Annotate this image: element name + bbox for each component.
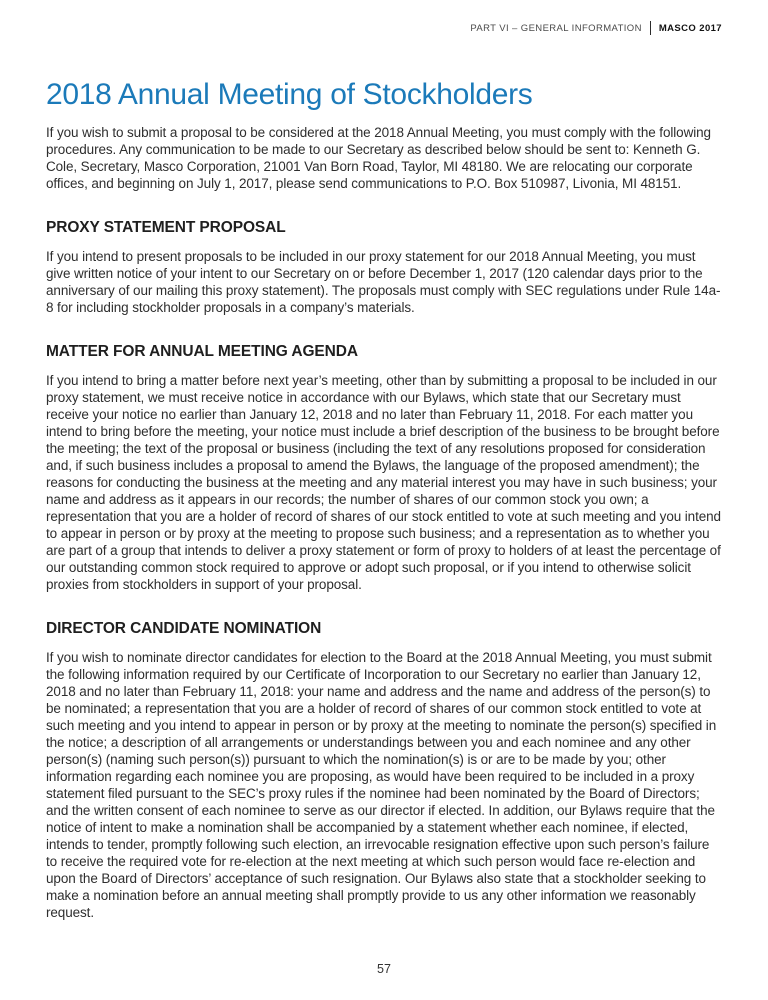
section-body-director-candidate-nomination: If you wish to nominate director candidates for election to the Board at the 2018 Annual Meeting, you must submit the following information required by our Certificate of Incorporation to our Secretary no earlier than January 12, 2018 and no later than February 11, 2018: your name and address and the name and address of the person(s) to be nominated; a representation that you are a holder of record of shares of our common stock entitled to vote at such meeting and you intend to appear in person or by proxy at the meeting to nominate the person(s) specified in the notice; a description of all arrangements or understandings between you and each nominee and any other person(s) (naming such person(s)) pursuant to which the nomination(s) is or are to be made by you; other information regarding each nominee you are proposing, as would have been required to be included in a proxy statement filed pursuant to the SEC’s proxy rules if the nominee had been nominated by the Board of Directors; and the written consent of each nominee to serve as our director if elected. In addition, our Bylaws require that the notice of intent to make a nomination shall be accompanied by a statement whether each nominee, if elected, intends to tender, promptly following such election, an irrevocable resignation effective upon such person’s failure to receive the required vote for re-election at the next meeting at which such person would face re-election and upon the Board of Directors’ acceptance of such resignation. Our Bylaws also state that a stockholder seeking to make a nomination before an annual meeting shall promptly provide to us any other information we reasonably request. [46, 650, 717, 920]
page-header [46, 20, 722, 36]
brand-label: MASCO 2017 [658, 22, 722, 34]
section-body-matter-for-annual-meeting-agenda: If you intend to bring a matter before next year’s meeting, other than by submitting a proposal to be included in our proxy statement, we must receive notice in accordance with our Bylaws, which state that our Secretary must receive your notice no earlier than January 12, 2018 and no later than February 11, 2018. For each matter you intend to bring before the meeting, your notice must include a brief description of the business to be brought before the meeting; the text of the proposal or business (including the text of any resolutions proposed for consideration and, if such business includes a proposal to amend the Bylaws, the language of the proposed amendment); the reasons for conducting the business at the meeting and any material interest you may have in such business; your name and address as it appears in our records; the number of shares of our common stock you own; a representation that you are a holder of record of shares of our stock entitled to vote at such meeting and you intend to appear in person or by proxy at the meeting to propose such business; and a representation as to whether you are part of a group that intends to deliver a proxy statement or form of proxy to holders of at least the percentage of our outstanding common stock required to approve or adopt such proposal, or if you intend to otherwise solicit proxies from stockholders in support of your proposal. [46, 373, 721, 592]
section-heading-matter-for-annual-meeting-agenda: MATTER FOR ANNUAL MEETING AGENDA [46, 343, 358, 360]
section-heading-director-candidate-nomination: DIRECTOR CANDIDATE NOMINATION [46, 620, 322, 637]
section-heading-proxy-statement-proposal: PROXY STATEMENT PROPOSAL [46, 219, 286, 236]
intro-paragraph: If you wish to submit a proposal to be considered at the 2018 Annual Meeting, you must comply with the following procedures. Any communication to be made to our Secretary as described below should be sent to: Kenneth G. Cole, Secretary, Masco Corporation, 21001 Van Born Road, Taylor, MI 48180. We are relocating our corporate offices, and beginning on July 1, 2017, please send communications to P.O. Box 510987, Livonia, MI 48151. [46, 125, 711, 191]
part-label: PART VI – GENERAL INFORMATION [470, 22, 642, 34]
header-divider [650, 21, 651, 35]
page-title: 2018 Annual Meeting of Stockholders [46, 78, 533, 111]
section-body-proxy-statement-proposal: If you intend to present proposals to be included in our proxy statement for our 2018 Annual Meeting, you must give written notice of your intent to our Secretary on or before December 1, 2017 (120 calendar days prior to the anniversary of our mailing this proxy statement). The proposals must comply with SEC regulations under Rule 14a-8 for including stockholder proposals in a company’s materials. [46, 249, 721, 315]
page-number: 57 [377, 962, 391, 976]
